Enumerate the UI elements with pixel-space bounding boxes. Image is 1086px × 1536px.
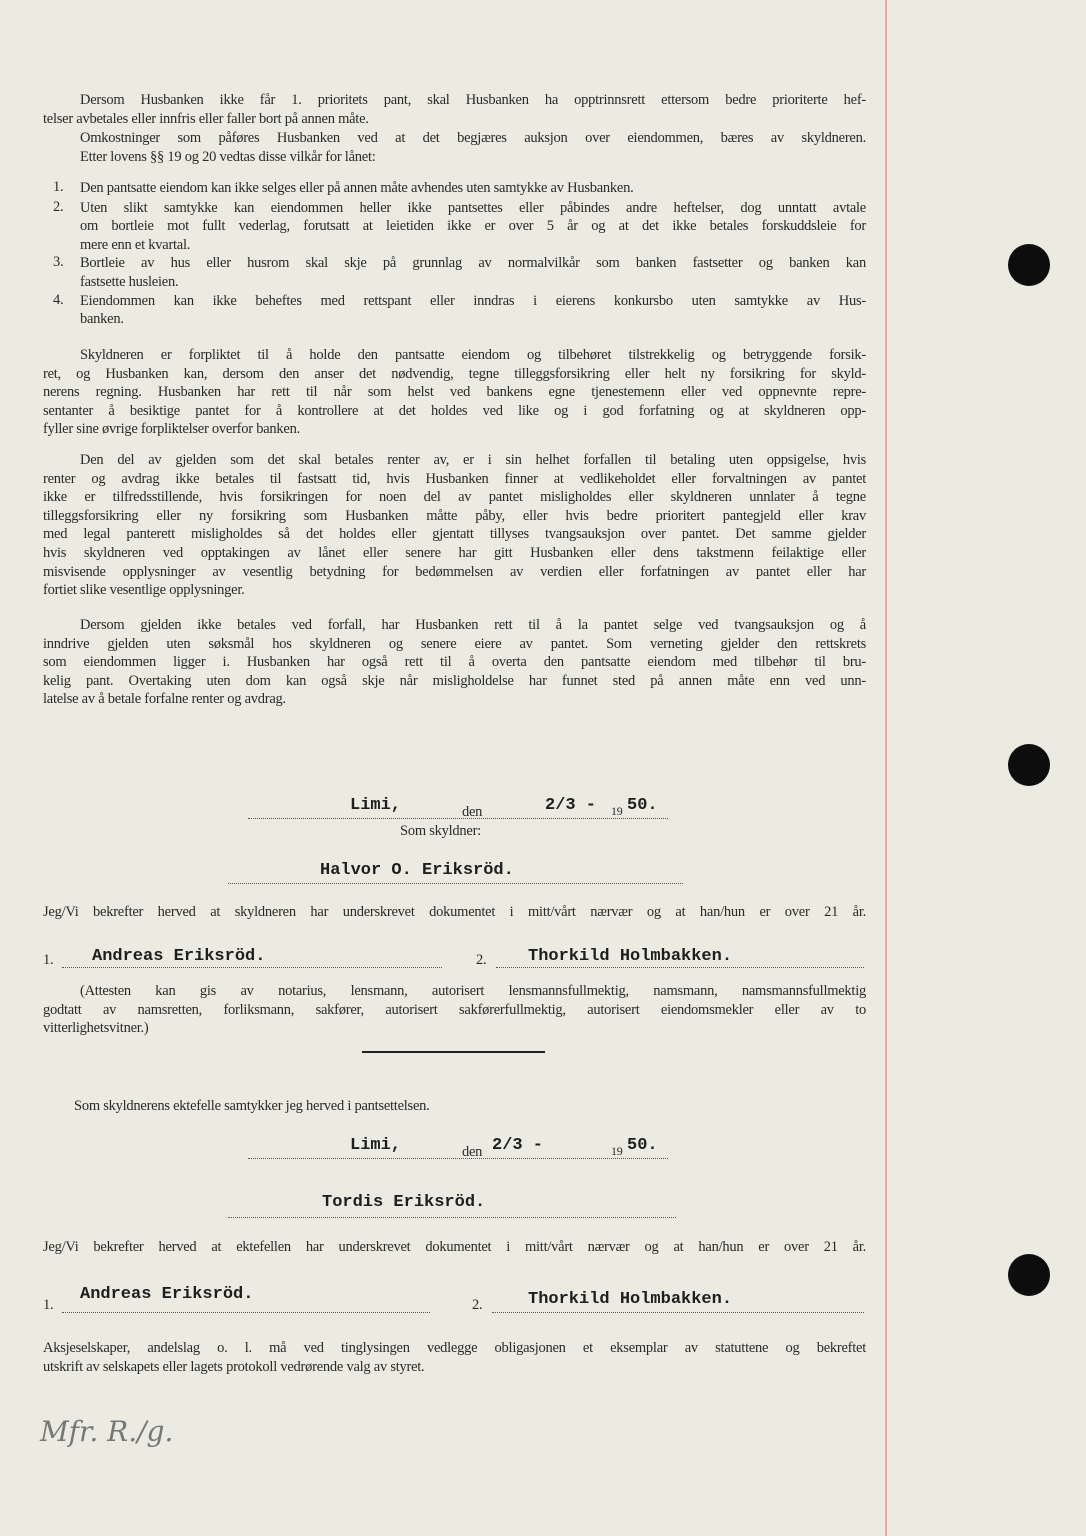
paragraph-costs	[43, 129, 866, 166]
date: 2/3 -	[545, 796, 597, 815]
text-line: mere enn et kvartal.	[80, 236, 191, 253]
text-line: misvisende opplysninger av vesentlig betydning for bedømmelsen av verdien eller forfatningen av pantet eller har	[43, 563, 866, 580]
condition-item	[43, 292, 866, 329]
year-suffix: 50.	[627, 1136, 658, 1155]
dotted-line	[248, 1158, 668, 1159]
text-line: utskrift av selskapets eller lagets protokoll vedrørende valg av styret.	[43, 1358, 425, 1375]
witness-2-name: Thorkild Holmbakken.	[528, 1290, 733, 1309]
witness-number: 1.	[43, 952, 54, 968]
text-line: inndrive gjelden uten søksmål hos skyldneren og senere eiere av pantet. Som verneting gjelder den rettskrets	[43, 635, 866, 652]
witness-1-name: Andreas Eriksröd.	[92, 947, 266, 966]
text-line: sentanter å besiktige pantet for å kontrollere at det holdes ved like og i god forfatning og at skyldneren opp-	[43, 402, 866, 419]
year-prefix: 19	[611, 1144, 623, 1158]
conditions-list	[43, 179, 866, 329]
witness-line	[492, 1312, 864, 1313]
attestation-note	[43, 982, 866, 1038]
witness-line	[62, 967, 442, 968]
item-number: 4.	[53, 291, 64, 308]
witness-line	[62, 1312, 430, 1313]
text-line: Dersom gjelden ikke betales ved forfall, har Husbanken rett til å la pantet selge ved tvangsauksjon og å	[80, 617, 866, 633]
paragraph-priority	[43, 91, 866, 128]
spouse-name: Tordis Eriksröd.	[322, 1193, 486, 1212]
text-line: fastsette husleien.	[80, 273, 179, 290]
separator-rule	[362, 1051, 545, 1053]
text-line: renter og avdrag ikke betales til fastsatt tid, hvis Husbanken finner at vedlikeholdet eller forvaltningen av pantet	[43, 470, 866, 487]
witness-line	[496, 967, 864, 968]
companies-note	[43, 1339, 866, 1376]
text-line: Aksjeselskaper, andelslag o. l. må ved tinglysingen vedlegge obligasjonen et eksemplar av statuttene og bekreftet	[43, 1340, 866, 1356]
paragraph-default	[43, 451, 866, 600]
condition-item	[43, 199, 866, 255]
text-line: latelse av å betale forfalne renter og avdrag.	[43, 691, 286, 708]
punch-hole	[1008, 244, 1050, 286]
item-number: 1.	[53, 179, 64, 195]
debtor-name: Halvor O. Eriksröd.	[320, 861, 514, 880]
text-line: tilleggsforsikring eller ny forsikring som Husbanken måtte påby, eller hvis bedre prioritert pantegjeld eller krav	[43, 507, 866, 524]
text-line: Omkostninger som påføres Husbanken ved at det begjæres auksjon over eiendommen, bæres av skyldneren.	[80, 130, 866, 146]
text-line: hvis skyldneren ved opptakingen av lånet eller senere har gitt Husbanken eller dens takstmenn feilaktige eller	[43, 544, 866, 561]
punch-hole	[1008, 744, 1050, 786]
condition-item	[43, 254, 866, 291]
text-line: Etter lovens §§ 19 og 20 vedtas disse vilkår for lånet:	[80, 148, 376, 165]
signature-line	[228, 1217, 676, 1218]
witness-number: 2.	[476, 952, 487, 968]
text-line: Uten slikt samtykke kan eiendommen heller ikke pantsettes eller påbindes andre heftelser, dog unntatt avtale	[80, 199, 866, 216]
debtor-attestation: Jeg/Vi bekrefter herved at skyldneren har underskrevet dokumentet i mitt/vårt nærvær og at han/hun er over 21 år.	[43, 904, 866, 920]
year-prefix: 19	[611, 804, 623, 818]
text-line: Bortleie av hus eller husrom skal skje på grunnlag av normalvilkår som banken fastsetter og banken kan	[80, 255, 866, 272]
dotted-line	[248, 818, 668, 819]
text-line: kelig pant. Overtaking uten dom kan også skje når misligholdelse har funnet sted på annen måte enn ved unn-	[43, 672, 866, 689]
text-line: telser avbetales eller innfris eller faller bort på annen måte.	[43, 110, 369, 127]
text-line: (Attesten kan gis av notarius, lensmann, autorisert lensmannsfullmektig, namsmann, namsmannsfullmektig	[80, 983, 866, 999]
spouse-consent: Som skyldnerens ektefelle samtykker jeg herved i pantsettelsen.	[74, 1098, 430, 1114]
punch-hole	[1008, 1254, 1050, 1296]
handwritten-note: Mfr. R./g.	[40, 1415, 174, 1448]
text-line: om bortleie mot fullt vederlag, forutsatt at leietiden ikke er over 5 år og at det ikke betales forskuddsleie for	[80, 218, 866, 235]
den-label: den	[462, 1144, 483, 1160]
text-line: fyller sine øvrige forpliktelser overfor banken.	[43, 421, 300, 438]
text-line: banken.	[80, 311, 124, 328]
text-line: Den del av gjelden som det skal betales renter av, er i sin helhet forfallen til betaling uten oppsigelse, hvis	[80, 452, 866, 468]
den-label: den	[462, 804, 483, 820]
text-line: godtatt av namsretten, forliksmann, sakfører, autorisert sakførerfullmektig, autorisert eiendomsmekler eller av to	[43, 1001, 866, 1018]
witness-number: 1.	[43, 1297, 54, 1313]
item-number: 3.	[53, 254, 64, 271]
text-line: Den pantsatte eiendom kan ikke selges eller på annen måte avhendes uten samtykke av Husbanken.	[80, 180, 634, 196]
condition-item	[43, 179, 866, 198]
place: Limi,	[350, 1136, 402, 1155]
text-line: ret, og Husbanken kan, dersom den anser det nødvendig, tegne tilleggsforsikring eller helt ny forsikring for skyld-	[43, 365, 866, 382]
red-margin-line	[885, 0, 887, 1536]
place: Limi,	[350, 796, 402, 815]
witness-1-name: Andreas Eriksröd.	[80, 1285, 254, 1304]
text-line: med legal panterett misligholdes så det holdes eller gjentatt tillyses tvangsauksjon over pantet. Det samme gjelder	[43, 526, 866, 543]
year-suffix: 50.	[627, 796, 658, 815]
item-number: 2.	[53, 198, 64, 215]
signature-line	[228, 883, 683, 884]
text-line: Dersom Husbanken ikke får 1. prioritets pant, skal Husbanken ha opptrinnsrett ettersom bedre prioriterte hef-	[80, 92, 866, 108]
paragraph-insurance	[43, 346, 866, 439]
text-line: fortiet slike vesentlige opplysninger.	[43, 582, 245, 599]
paragraph-enforcement	[43, 616, 866, 709]
text-line: Eiendommen kan ikke beheftes med rettspant eller inndras i eierens konkursbo uten samtykke av Hus-	[80, 292, 866, 309]
text-line: som eiendommen ligger i. Husbanken har også rett til å overta den pantsatte eiendom med tilbehør til bru-	[43, 654, 866, 671]
spouse-attestation: Jeg/Vi bekrefter herved at ektefellen har underskrevet dokumentet i mitt/vårt nærvær og at han/hun er over 21 år.	[43, 1239, 866, 1255]
text-line: nerens regning. Husbanken har rett til når som helst ved bankens egne tjenestemenn eller ved oppnevnte repre-	[43, 384, 866, 401]
text-line: vitterlighetsvitner.)	[43, 1020, 149, 1037]
text-line: ikke er tilfredsstillende, hvis forsikringen for noen del av pantet misligholdes eller skyldneren unnlater å tegne	[43, 489, 866, 506]
debtor-role-label: Som skyldner:	[400, 823, 481, 839]
witness-number: 2.	[472, 1297, 483, 1313]
text-line: Skyldneren er forpliktet til å holde den pantsatte eiendom og tilbehøret tilstrekkelig og betryggende forsik-	[80, 347, 866, 363]
witness-2-name: Thorkild Holmbakken.	[528, 947, 733, 966]
date: 2/3 -	[492, 1136, 544, 1155]
